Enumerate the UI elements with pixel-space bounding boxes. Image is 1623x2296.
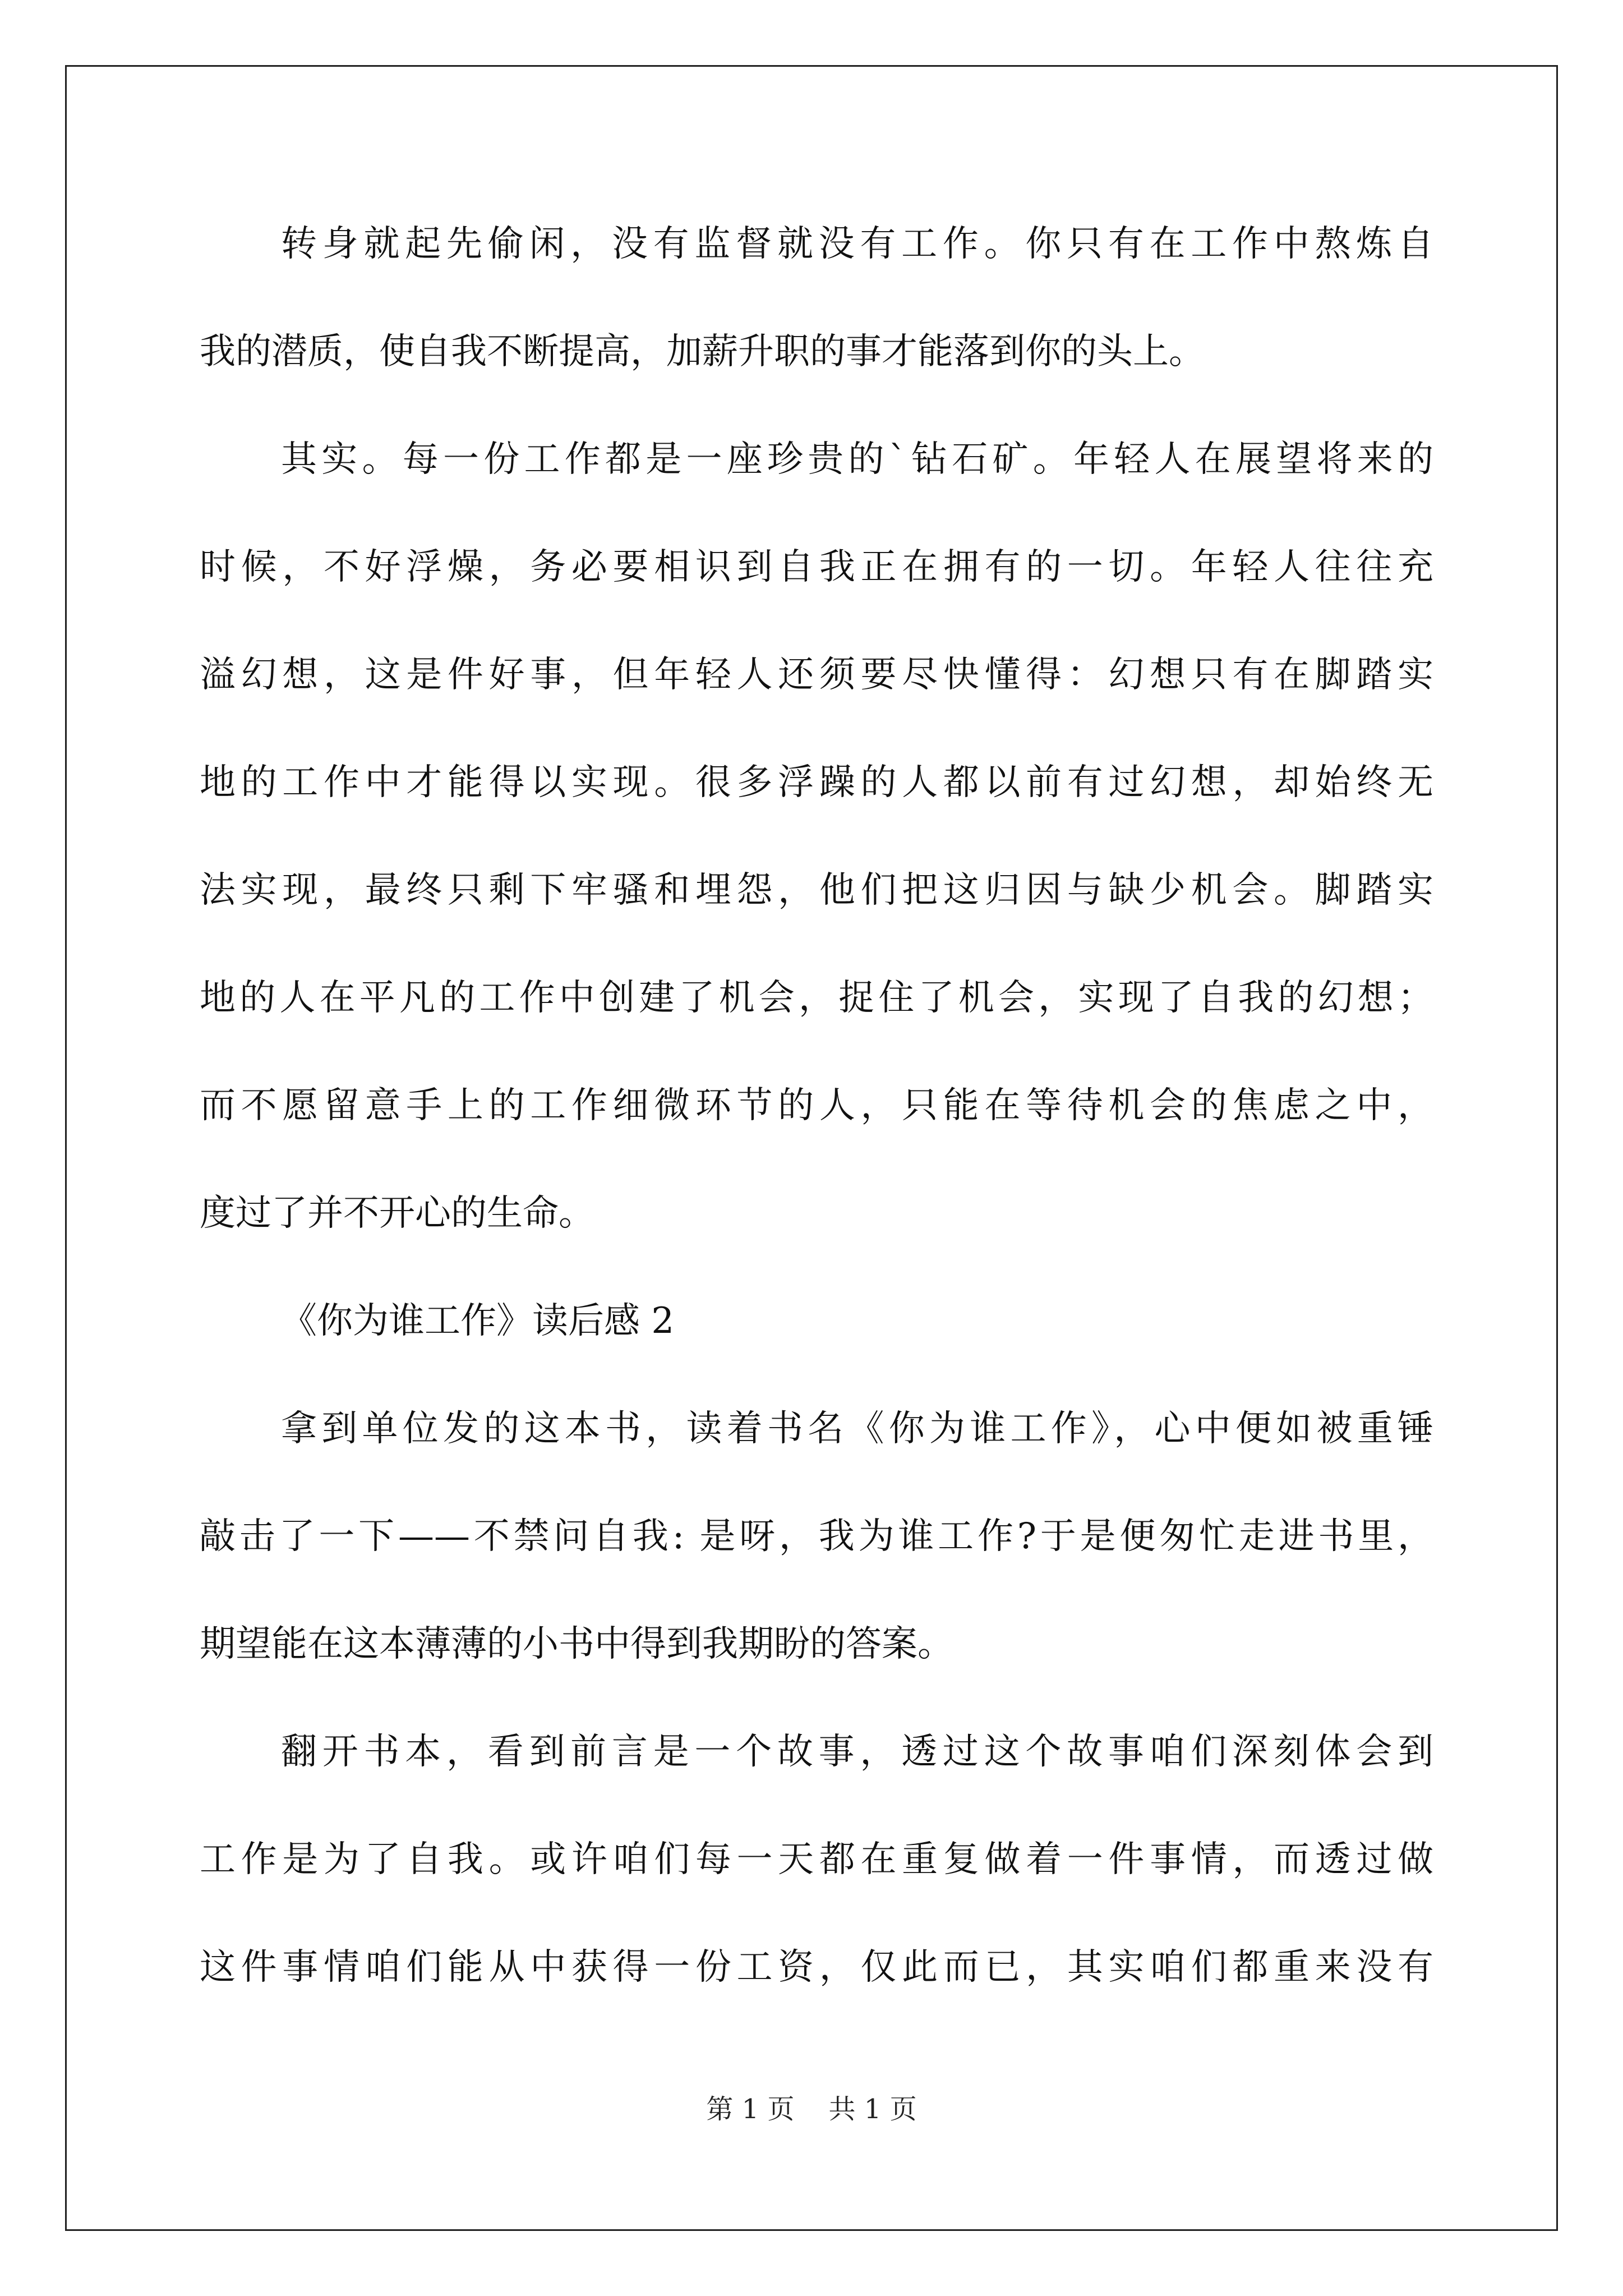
text-line: 而不愿留意手上的工作细微环节的人，只能在等待机会的焦虑之中， (200, 1085, 1433, 1126)
text-line: 期望能在这本薄薄的小书中得到我期盼的答案。 (200, 1623, 953, 1665)
text-line: 工作是为了自我。或许咱们每一天都在重复做着一件事情，而透过做 (200, 1839, 1433, 1880)
text-line: 度过了并不开心的生命。 (200, 1193, 594, 1234)
text-line: 地的人在平凡的工作中创建了机会，捉住了机会，实现了自我的幻想； (200, 977, 1433, 1019)
text-line: 时候，不好浮燥，务必要相识到自我正在拥有的一切。年轻人往往充 (200, 546, 1433, 588)
text-line: 这件事情咱们能从中获得一份工资，仅此而已，其实咱们都重来没有 (200, 1947, 1433, 1988)
page-footer: 第 1 页 共 1 页 (706, 2093, 917, 2125)
text-line: 转身就起先偷闲，没有监督就没有工作。你只有在工作中熬炼自 (281, 223, 1433, 265)
text-line: 其实。每一份工作都是一座珍贵的`钻石矿。年轻人在展望将来的 (281, 439, 1433, 480)
text-line: 拿到单位发的这本书，读着书名《你为谁工作》，心中便如被重锤 (281, 1408, 1433, 1450)
page-border (65, 65, 1558, 2231)
text-line: 地的工作中才能得以实现。很多浮躁的人都以前有过幻想，却始终无 (200, 762, 1433, 803)
text-line: 敲击了一下——不禁问自我: 是呀，我为谁工作?于是便匆忙走进书里， (200, 1516, 1433, 1557)
text-line: 我的潜质，使自我不断提高，加薪升职的事才能落到你的头上。 (200, 331, 1205, 372)
text-line: 法实现，最终只剩下牢骚和埋怨，他们把这归因与缺少机会。脚踏实 (200, 869, 1433, 911)
text-line: 翻开书本，看到前言是一个故事，透过这个故事咱们深刻体会到 (281, 1731, 1433, 1773)
text-line: 溢幻想，这是件好事，但年轻人还须要尽快懂得：幻想只有在脚踏实 (200, 654, 1433, 696)
text-line: 《你为谁工作》读后感 2 (281, 1300, 675, 1342)
